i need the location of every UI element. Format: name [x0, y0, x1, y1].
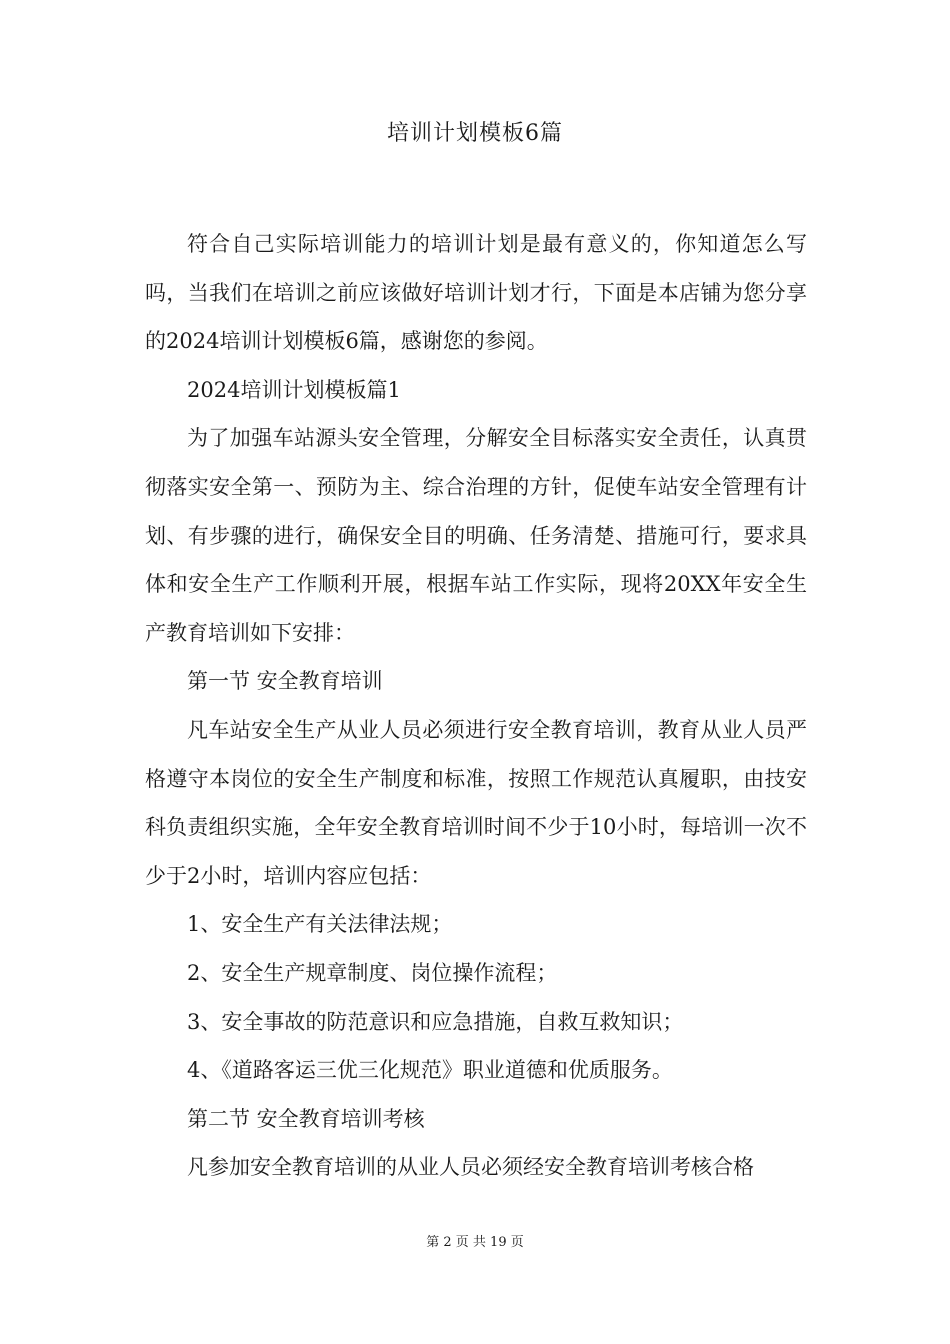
- section-heading-2: 第二节 安全教育培训考核: [187, 1106, 425, 1131]
- document-body: [145, 220, 807, 1192]
- list-item-4: 4、《道路客运三优三化规范》职业道德和优质服务。: [187, 1058, 673, 1083]
- list-item-2: 2、安全生产规章制度、岗位操作流程；: [187, 960, 558, 985]
- section-heading-1: 第一节 安全教育培训: [187, 669, 383, 694]
- paragraph-assessment: 凡参加安全教育培训的从业人员必须经安全教育培训考核合格: [187, 1155, 754, 1180]
- paragraph-purpose: 为了加强车站源头安全管理，分解安全目标落实安全责任，认真贯彻落实安全第一、预防为主、综合治理的方针，促使车站安全管理有计划、有步骤的进行，确保安全目的明确、任务清楚、措施可行，要求具体和安全生产工作顺利开展，根据车站工作实际，现将20XX年安全生产教育培训如下安排：: [145, 426, 807, 645]
- list-item-3: 3、安全事故的防范意识和应急措施，自救互救知识；: [187, 1009, 684, 1034]
- section-heading-template-1: 2024培训计划模板篇1: [187, 377, 401, 402]
- paragraph-training-requirements: 凡车站安全生产从业人员必须进行安全教育培训，教育从业人员严格遵守本岗位的安全生产制度和标准，按照工作规范认真履职，由技安科负责组织实施，全年安全教育培训时间不少于10小时，每培训一次不少于2小时，培训内容应包括：: [145, 717, 807, 888]
- intro-paragraph: 符合自己实际培训能力的培训计划是最有意义的，你知道怎么写吗，当我们在培训之前应该做好培训计划才行，下面是本店铺为您分享的2024培训计划模板6篇，感谢您的参阅。: [145, 232, 807, 354]
- list-item-1: 1、安全生产有关法律法规；: [187, 912, 453, 937]
- page-footer: 第 2 页 共 19 页: [426, 1235, 524, 1250]
- document-title: 培训计划模板6篇: [387, 121, 563, 146]
